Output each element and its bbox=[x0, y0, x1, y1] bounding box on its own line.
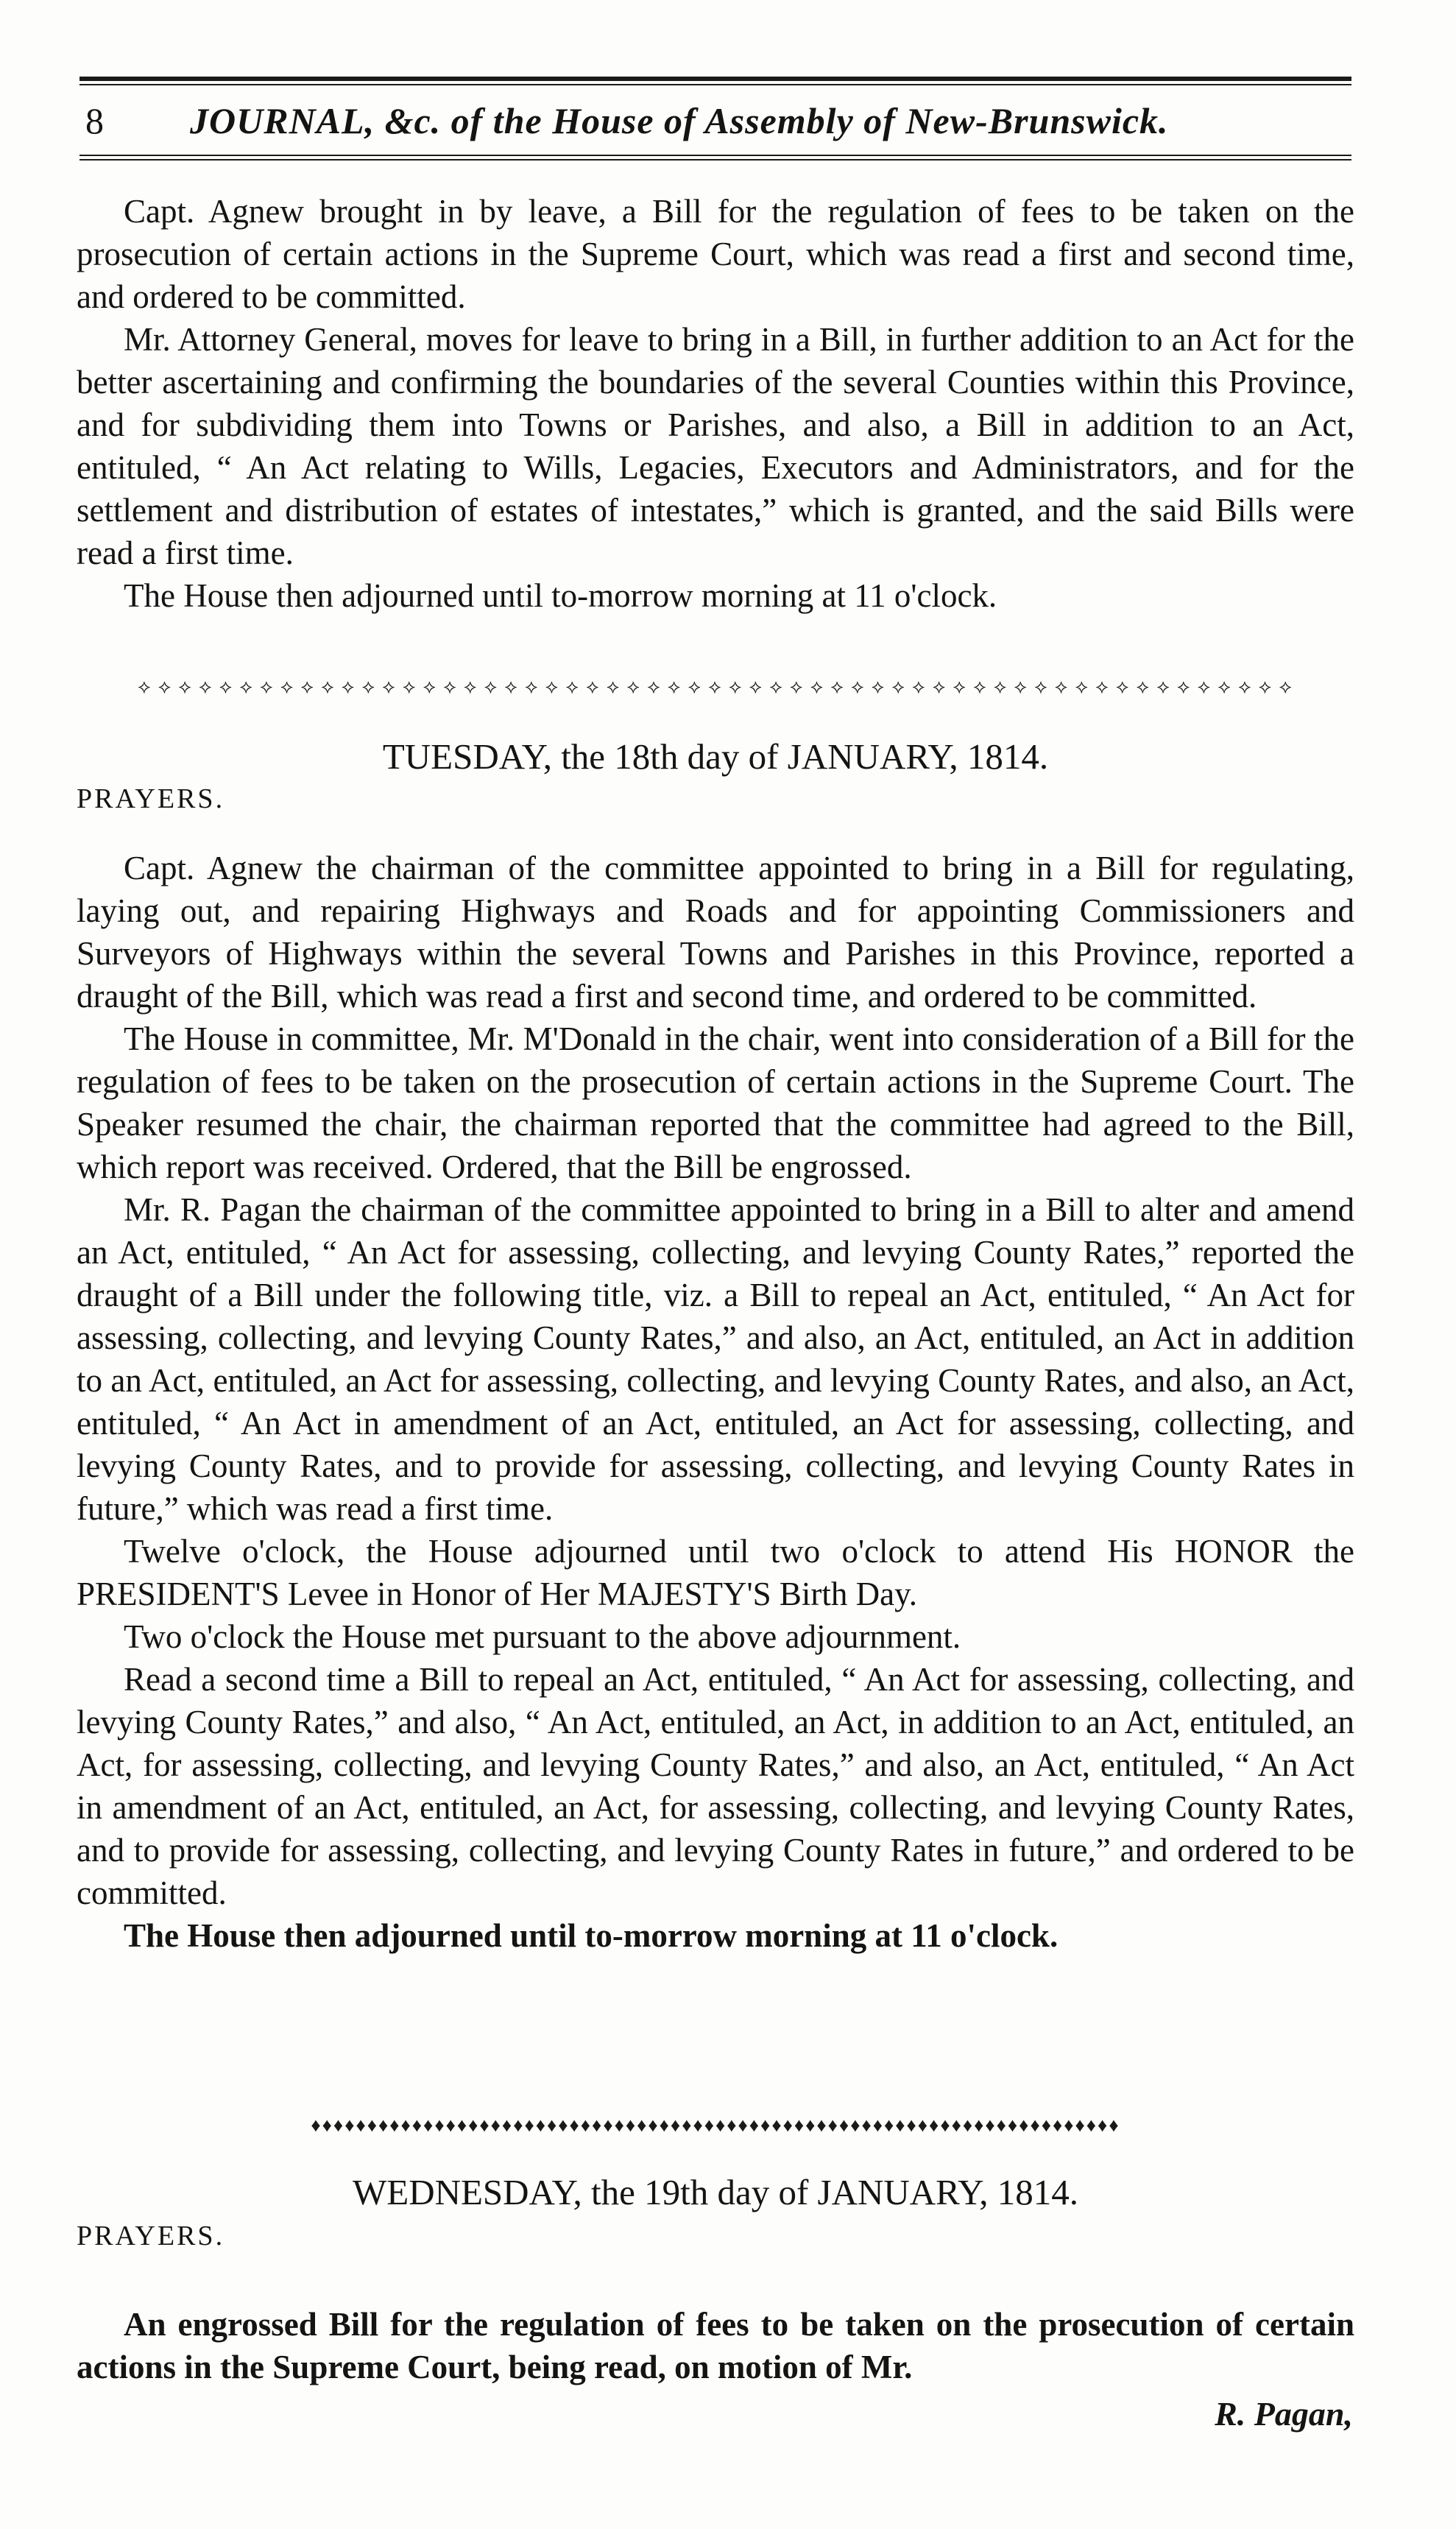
paragraph: Mr. Attorney General, moves for leave to bring in a Bill, in further addition to an Act for the better ascertaining and confirming the boundaries of the several Counties within this Province, and for subdividing them into Towns or Parishes, and also, a Bill in addition to an Act, entituled, “ An Act relating to Wills, Legacies, Executors and Administrators, and for the settlement and distribution of estates of intestates,” which is granted, and the said Bills were read a first time. bbox=[77, 321, 1354, 571]
prayers-label: PRAYERS. bbox=[77, 2221, 225, 2251]
paragraph: Read a second time a Bill to repeal an Act, entituled, “ An Act for assessing, collecting, and levying County Rates,” and also, “ An Act, entituled, an Act, in addition to an Act, entituled, an Act, for assessing, collecting, and levying County Rates,” and also, an Act, entituled, “ An Act in amendment of an Act, entituled, an Act, for assessing, collecting, and levying County Rates, and to provide for assessing, collecting, and levying County Rates in future,” and ordered to be committed. bbox=[77, 1661, 1354, 1911]
page-number: 8 bbox=[85, 100, 104, 141]
header-rule-upper bbox=[79, 155, 1351, 156]
top-double-rule bbox=[79, 77, 1351, 81]
paragraph: Twelve o'clock, the House adjourned until two o'clock to attend His HONOR the PRESIDENT'S Levee in Honor of Her MAJESTY'S Birth Day. bbox=[77, 1533, 1354, 1612]
dateline-wednesday: WEDNESDAY, the 19th day of JANUARY, 1814. bbox=[353, 2172, 1078, 2212]
paragraph: The House then adjourned until to-morrow morning at 11 o'clock. bbox=[124, 1917, 1059, 1954]
prayers-label: PRAYERS. bbox=[77, 783, 225, 814]
ornamental-rule: ⟡ ⟡ ⟡ ⟡ ⟡ ⟡ ⟡ ⟡ ⟡ ⟡ ⟡ ⟡ ⟡ ⟡ ⟡ ⟡ ⟡ ⟡ ⟡ ⟡ ⟡ ⟡ ⟡ ⟡ ⟡ ⟡ ⟡ ⟡ ⟡ ⟡ ⟡ ⟡ ⟡ ⟡ ⟡ ⟡ ⟡ ⟡ ⟡ ⟡ ⟡ ⟡ ⟡ ⟡ ⟡ ⟡ ⟡ ⟡ ⟡ ⟡ ⟡ ⟡ ⟡ ⟡ ⟡ ⟡ ⟡ bbox=[138, 677, 1293, 696]
catchword: R. Pagan, bbox=[1215, 2395, 1353, 2433]
paragraph: Two o'clock the House met pursuant to the above adjournment. bbox=[124, 1618, 961, 1655]
paragraph: An engrossed Bill for the regulation of fees to be taken on the prosecution of certain actions in the Supreme Court, being read, on motion of Mr. bbox=[77, 2306, 1354, 2385]
paragraph: Capt. Agnew brought in by leave, a Bill for the regulation of fees to be taken on the prosecution of certain actions in the Supreme Court, which was read a first and second time, and ordered to be committed. bbox=[77, 193, 1354, 315]
paragraph: The House in committee, Mr. M'Donald in the chair, went into consideration of a Bill for the regulation of fees to be taken on the prosecution of certain actions in the Supreme Court. The Speaker resumed the chair, the chairman reported that the committee had agreed to the Bill, which report was received. Ordered, that the Bill be engrossed. bbox=[77, 1020, 1354, 1185]
ornamental-rule: ♦♦♦♦♦♦♦♦♦♦♦♦♦♦♦♦♦♦♦♦♦♦♦♦♦♦♦♦♦♦♦♦♦♦♦♦♦♦♦♦♦♦♦♦♦♦♦♦♦♦♦♦♦♦♦♦♦♦♦♦♦♦♦♦♦♦♦♦♦♦♦♦ bbox=[311, 2116, 1120, 2135]
paragraph: Mr. R. Pagan the chairman of the committee appointed to bring in a Bill to alter and amend an Act, entituled, “ An Act for assessing, collecting, and levying County Rates,” reported the draught of a Bill under the following title, viz. a Bill to repeal an Act, entituled, “ An Act for assessing, collecting, and levying County Rates,” and also, an Act, entituled, an Act in addition to an Act, entituled, an Act for assessing, collecting, and levying County Rates, and also, an Act, entituled, “ An Act in amendment of an Act, entituled, an Act for assessing, collecting, and levying County Rates, and to provide for assessing, collecting, and levying County Rates in future,” which was read a first time. bbox=[77, 1191, 1354, 1527]
dateline-tuesday: TUESDAY, the 18th day of JANUARY, 1814. bbox=[382, 736, 1049, 777]
top-thin-rule bbox=[79, 84, 1351, 85]
paragraph: The House then adjourned until to-morrow morning at 11 o'clock. bbox=[124, 577, 997, 614]
section-wednesday-text bbox=[77, 2303, 1354, 2388]
header-rule-lower bbox=[79, 159, 1351, 161]
running-header bbox=[79, 91, 1351, 150]
paragraph: Capt. Agnew the chairman of the committee appointed to bring in a Bill for regulating, laying out, and repairing Highways and Roads and for appointing Commissioners and Surveyors of Highways within the several Towns and Parishes in this Province, reported a draught of the Bill, which was read a first and second time, and ordered to be committed. bbox=[77, 850, 1354, 1015]
section-tuesday-text bbox=[77, 847, 1354, 1957]
running-title: JOURNAL, &c. of the House of Assembly of New-Brunswick. bbox=[190, 100, 1169, 141]
section-monday-text bbox=[77, 190, 1354, 617]
